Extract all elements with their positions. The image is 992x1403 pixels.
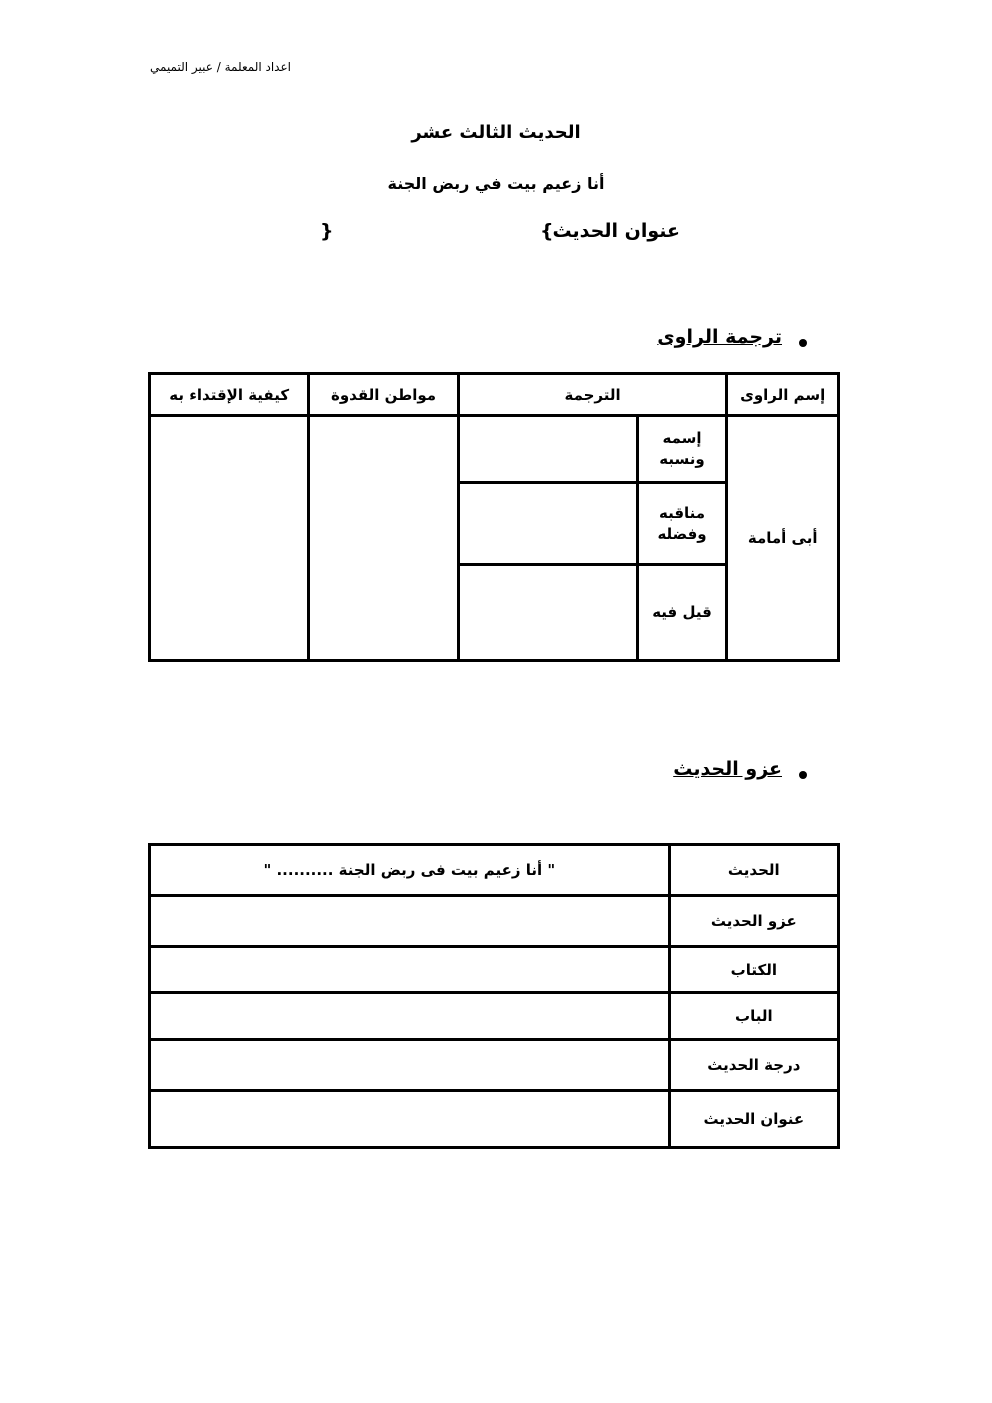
section-heading-attribution: عزو الحديث [673, 758, 782, 780]
bio-answer-name[interactable] [458, 416, 637, 483]
narrator-name-cell: أبى أمامة [727, 416, 839, 661]
bio-label-virtues [637, 483, 727, 565]
bio-label-line: وفضله [657, 524, 707, 543]
bio-label-line: قيل فيه [652, 603, 712, 621]
bracket-open: { [540, 220, 554, 242]
page-title: الحديث الثالث عشر [411, 122, 581, 143]
bio-label-line: مناقبه [658, 503, 706, 522]
role-model-places-cell[interactable] [309, 416, 458, 661]
bullet-icon [799, 339, 807, 347]
header-how-to-follow: كيفية الإقتداء به [150, 374, 309, 416]
page-subtitle: أنا زعيم بيت في ربض الجنة [387, 174, 605, 193]
row-value-attribution[interactable] [150, 896, 670, 947]
author-note: اعداد المعلمة / عبير التميمي [150, 60, 291, 74]
header-role-model-places: مواطن القدوة [309, 374, 458, 416]
bio-answer-sayings[interactable] [458, 565, 637, 661]
row-value-chapter[interactable] [150, 993, 670, 1040]
bio-label-sayings [637, 565, 727, 661]
row-value-hadith: " أنا زعيم بيت فى ربض الجنة .......... " [150, 845, 670, 896]
row-label-attribution: عزو الحديث [669, 896, 838, 947]
narrator-table [148, 372, 840, 662]
bio-label-line: إسمه [662, 429, 702, 447]
header-narrator-name: إسم الراوى [727, 374, 839, 416]
header-biography: الترجمة [458, 374, 727, 416]
bio-answer-virtues[interactable] [458, 483, 637, 565]
row-value-title[interactable] [150, 1091, 670, 1148]
bio-label-line: ونسبه [659, 450, 705, 468]
row-label-book: الكتاب [669, 947, 838, 993]
row-label-grade: درجة الحديث [669, 1040, 838, 1091]
hadith-title-row [320, 220, 680, 250]
bracket-close: } [320, 220, 334, 242]
bio-label-name [637, 416, 727, 483]
attribution-table [148, 843, 840, 1149]
row-label-hadith: الحديث [669, 845, 838, 896]
row-value-grade[interactable] [150, 1040, 670, 1091]
hadith-title-label: عنوان الحديث [552, 220, 680, 242]
row-label-title: عنوان الحديث [669, 1091, 838, 1148]
bullet-icon [799, 771, 807, 779]
section-heading-narrator: ترجمة الراوى [657, 326, 782, 348]
row-value-book[interactable] [150, 947, 670, 993]
how-to-follow-cell[interactable] [150, 416, 309, 661]
row-label-chapter: الباب [669, 993, 838, 1040]
